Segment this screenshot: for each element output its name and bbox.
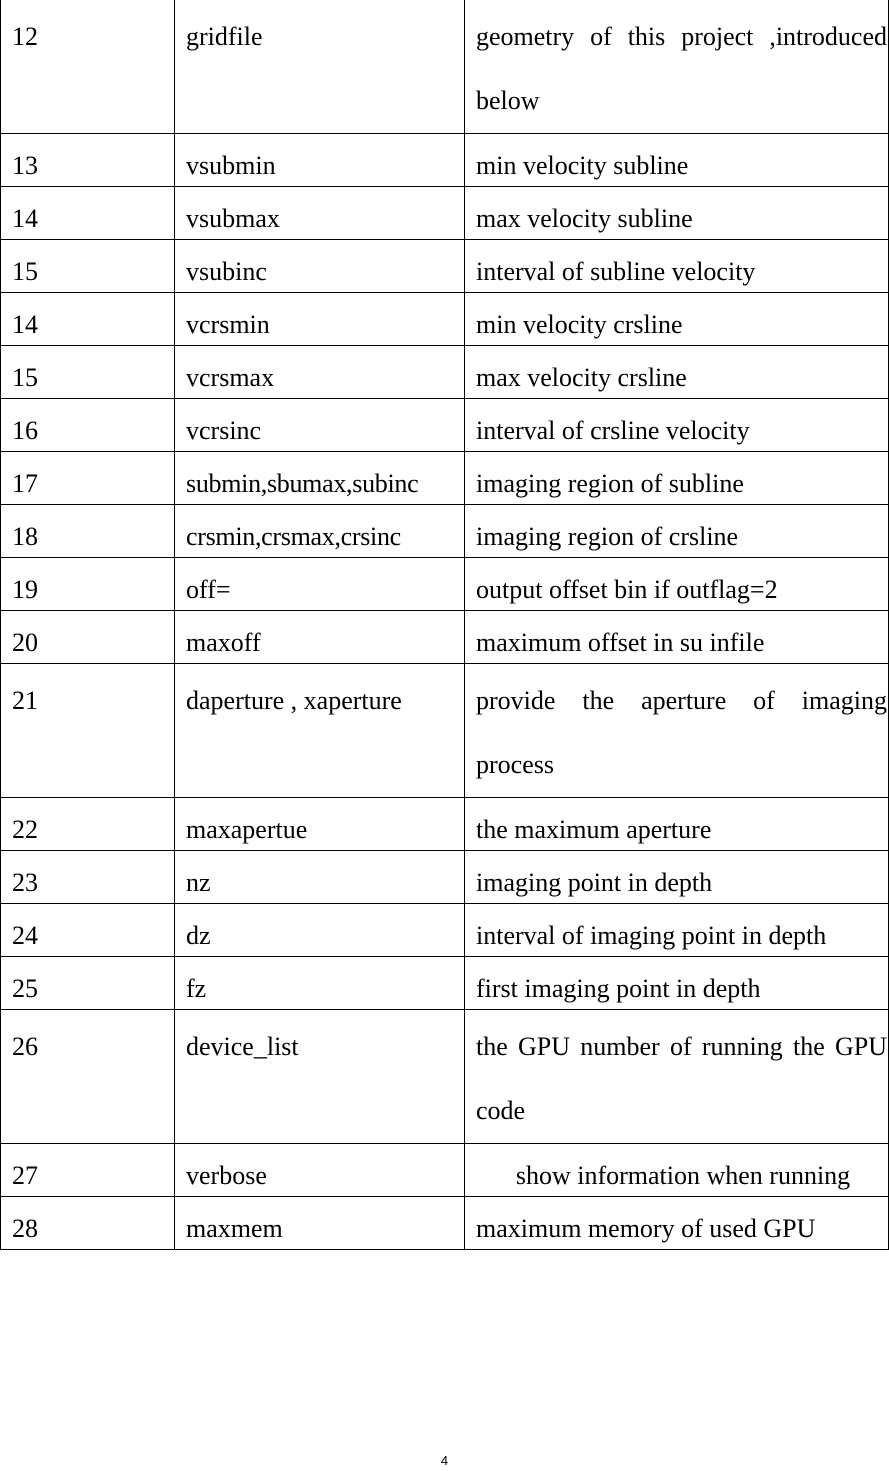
table-row: [1, 452, 889, 505]
table-row: [1, 293, 889, 346]
param-description: interval of subline velocity: [465, 240, 889, 293]
table-row: [1, 664, 889, 798]
param-number: 15: [1, 346, 175, 399]
param-description: show information when running: [465, 1144, 889, 1197]
param-description: max velocity crsline: [465, 346, 889, 399]
table-row: [1, 134, 889, 187]
param-description: imaging point in depth: [465, 851, 889, 904]
table-row: [1, 505, 889, 558]
table-row: [1, 0, 889, 134]
param-description: imaging region of crsline: [465, 505, 889, 558]
param-name: nz: [175, 851, 465, 904]
param-number: 16: [1, 399, 175, 452]
param-name: device_list: [175, 1010, 465, 1144]
param-name: vcrsmax: [175, 346, 465, 399]
param-description: interval of crsline velocity: [465, 399, 889, 452]
param-name: off=: [175, 558, 465, 611]
param-description: output offset bin if outflag=2: [465, 558, 889, 611]
param-name: vsubmin: [175, 134, 465, 187]
table-row: [1, 240, 889, 293]
param-number: 17: [1, 452, 175, 505]
param-description: max velocity subline: [465, 187, 889, 240]
table-row: [1, 1144, 889, 1197]
table-row: [1, 611, 889, 664]
param-number: 12: [1, 0, 175, 134]
param-number: 23: [1, 851, 175, 904]
param-name: vcrsinc: [175, 399, 465, 452]
param-description: provide the aperture of imaging process: [465, 664, 889, 798]
param-name: verbose: [175, 1144, 465, 1197]
param-number: 21: [1, 664, 175, 798]
param-name: gridfile: [175, 0, 465, 134]
param-number: 25: [1, 957, 175, 1010]
param-description: first imaging point in depth: [465, 957, 889, 1010]
param-name: vsubinc: [175, 240, 465, 293]
table-row: [1, 1197, 889, 1250]
param-number: 15: [1, 240, 175, 293]
param-number: 18: [1, 505, 175, 558]
param-name: maxmem: [175, 1197, 465, 1250]
param-name: fz: [175, 957, 465, 1010]
param-name: submin,sbumax,subinc: [175, 452, 465, 505]
param-description: maximum offset in su infile: [465, 611, 889, 664]
table-row: [1, 904, 889, 957]
param-name: vcrsmin: [175, 293, 465, 346]
param-description: min velocity subline: [465, 134, 889, 187]
param-number: 19: [1, 558, 175, 611]
table-row: [1, 346, 889, 399]
param-name: vsubmax: [175, 187, 465, 240]
param-number: 14: [1, 187, 175, 240]
param-number: 13: [1, 134, 175, 187]
table-row: [1, 187, 889, 240]
param-number: 22: [1, 798, 175, 851]
param-number: 28: [1, 1197, 175, 1250]
param-number: 27: [1, 1144, 175, 1197]
param-description: min velocity crsline: [465, 293, 889, 346]
param-description: imaging region of subline: [465, 452, 889, 505]
param-description: the GPU number of running the GPU code: [465, 1010, 889, 1144]
table-row: [1, 851, 889, 904]
table-row: [1, 798, 889, 851]
param-name: maxoff: [175, 611, 465, 664]
param-number: 24: [1, 904, 175, 957]
param-name: crsmin,crsmax,crsinc: [175, 505, 465, 558]
table-row: [1, 957, 889, 1010]
table-row: [1, 1010, 889, 1144]
param-number: 20: [1, 611, 175, 664]
param-description: interval of imaging point in depth: [465, 904, 889, 957]
param-number: 26: [1, 1010, 175, 1144]
param-name: maxapertue: [175, 798, 465, 851]
table-row: [1, 399, 889, 452]
param-name: dz: [175, 904, 465, 957]
param-name: daperture , xaperture: [175, 664, 465, 798]
param-number: 14: [1, 293, 175, 346]
table-row: [1, 558, 889, 611]
param-description: geometry of this project ,introduced below: [465, 0, 889, 134]
param-description: the maximum aperture: [465, 798, 889, 851]
page-number: 4: [440, 1453, 449, 1468]
param-description: maximum memory of used GPU: [465, 1197, 889, 1250]
